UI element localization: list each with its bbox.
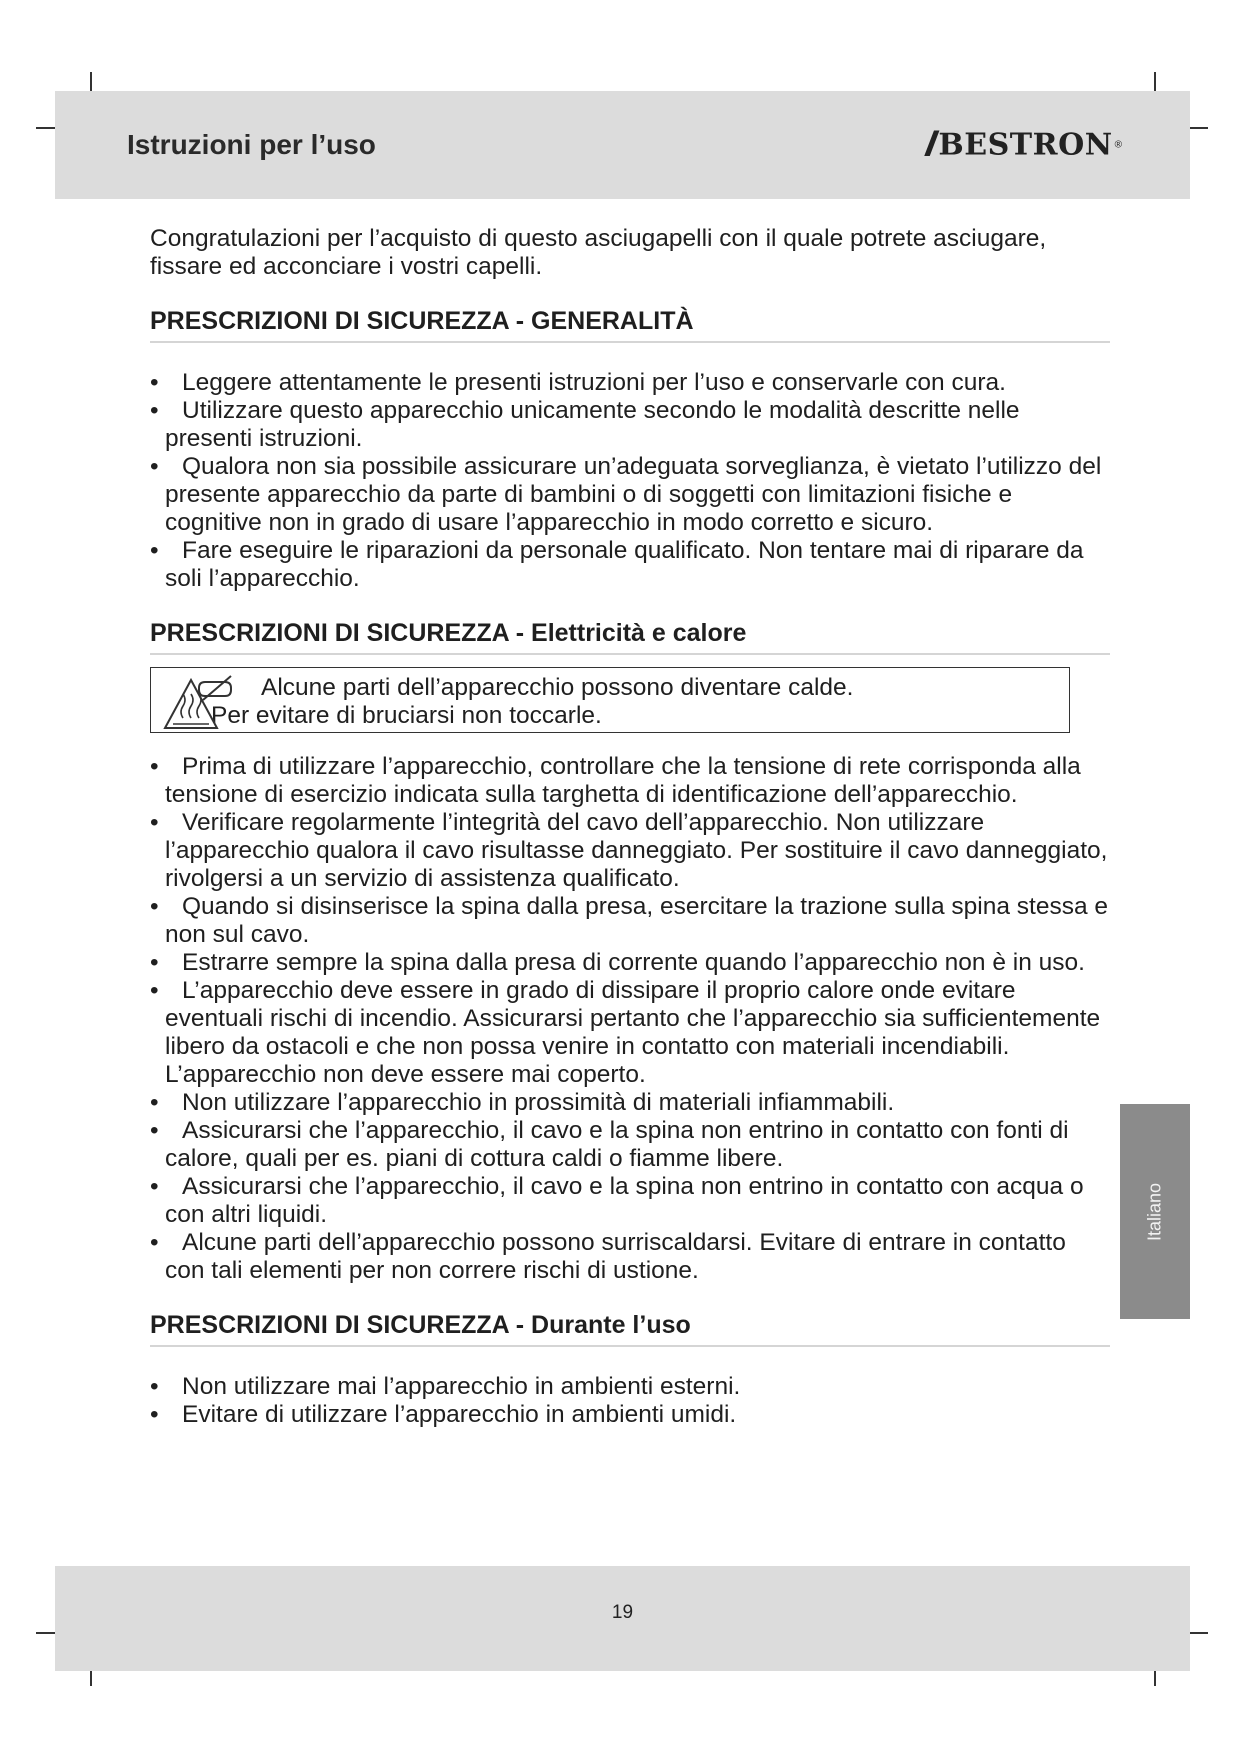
bullet-list-electricity xyxy=(150,753,1110,1285)
list-item: • Utilizzare questo apparecchio unicamente secondo le modalità descritte nelle presenti istruzioni. xyxy=(150,397,1020,452)
list-item: • Non utilizzare mai l’apparecchio in ambienti esterni. xyxy=(150,1373,741,1400)
language-tab xyxy=(1120,1104,1190,1319)
bullet-list-general xyxy=(150,369,1110,593)
list-item: • Assicurarsi che l’apparecchio, il cavo e la spina non entrino in contatto con acqua o con altri liquidi. xyxy=(150,1173,1084,1228)
page-number: 19 xyxy=(611,1602,634,1623)
logo-chevron-icon: // xyxy=(925,125,929,164)
registered-mark: ® xyxy=(1114,139,1122,151)
warning-line-1: Alcune parti dell’apparecchio possono diventare calde. xyxy=(261,674,854,701)
list-item: • Non utilizzare l’apparecchio in prossimità di materiali infiammabili. xyxy=(150,1089,895,1116)
hot-surface-warning xyxy=(150,667,1070,733)
bullet-list-during-use xyxy=(150,1373,1110,1429)
intro-paragraph: Congratulazioni per l’acquisto di questo asciugapelli con il quale potrete asciugare, fissare ed acconciare i vostri capelli. xyxy=(150,225,1047,280)
list-item: • L’apparecchio deve essere in grado di dissipare il proprio calore onde evitare eventuali rischi di incendio. Assicurarsi pertanto che l’apparecchio sia sufficientemente libero da ostacoli e che non possa venire in contatto con materiali incendiabili. L’apparecchio non deve essere mai coperto. xyxy=(150,977,1101,1088)
list-item: • Leggere attentamente le presenti istruzioni per l’uso e conservarle con cura. xyxy=(150,369,1006,396)
section-title-electricity: PRESCRIZIONI DI SICUREZZA - Elettricità e calore xyxy=(150,619,1110,655)
footer-band xyxy=(55,1566,1190,1671)
list-item: • Estrarre sempre la spina dalla presa di corrente quando l’apparecchio non è in uso. xyxy=(150,949,1085,976)
brand-logo xyxy=(926,126,1122,165)
list-item: • Verificare regolarmente l’integrità del cavo dell’apparecchio. Non utilizzare l’apparecchio qualora il cavo risultasse danneggiato. Per sostituire il cavo danneggiato, rivolgersi a un servizio di assistenza qualificato. xyxy=(150,809,1108,892)
list-item: • Fare eseguire le riparazioni da personale qualificato. Non tentare mai di riparare da soli l’apparecchio. xyxy=(150,537,1084,592)
list-item: • Qualora non sia possibile assicurare un’adeguata sorveglianza, è vietato l’utilizzo del presente apparecchio da parte di bambini o di soggetti con limitazioni fisiche e cognitive non in grado di usare l’apparecchio in modo corretto e sicuro. xyxy=(150,453,1102,536)
list-item: • Alcune parti dell’apparecchio possono surriscaldarsi. Evitare di entrare in contatto con tali elementi per non correre rischi di ustione. xyxy=(150,1229,1066,1284)
list-item: • Evitare di utilizzare l’apparecchio in ambienti umidi. xyxy=(150,1401,737,1428)
brand-name: BESTRON xyxy=(938,127,1113,163)
list-item: • Prima di utilizzare l’apparecchio, controllare che la tensione di rete corrisponda alla tensione di esercizio indicata sulla targhetta di identificazione dell’apparecchio. xyxy=(150,753,1081,808)
section-title-general: PRESCRIZIONI DI SICUREZZA - GENERALITÀ xyxy=(150,307,1110,343)
header-band xyxy=(55,91,1190,199)
main-content xyxy=(150,225,1110,1429)
list-item: • Quando si disinserisce la spina dalla presa, esercitare la trazione sulla spina stessa e non sul cavo. xyxy=(150,893,1109,948)
warning-line-2: Per evitare di bruciarsi non toccarle. xyxy=(211,702,602,729)
document-title: Istruzioni per l’uso xyxy=(127,129,376,160)
language-tab-label: Italiano xyxy=(1144,1182,1165,1241)
section-title-during-use: PRESCRIZIONI DI SICUREZZA - Durante l’uso xyxy=(150,1311,1110,1347)
hot-surface-warning-icon xyxy=(161,672,235,734)
list-item: • Assicurarsi che l’apparecchio, il cavo e la spina non entrino in contatto con fonti di calore, quali per es. piani di cottura caldi o fiamme libere. xyxy=(150,1117,1069,1172)
